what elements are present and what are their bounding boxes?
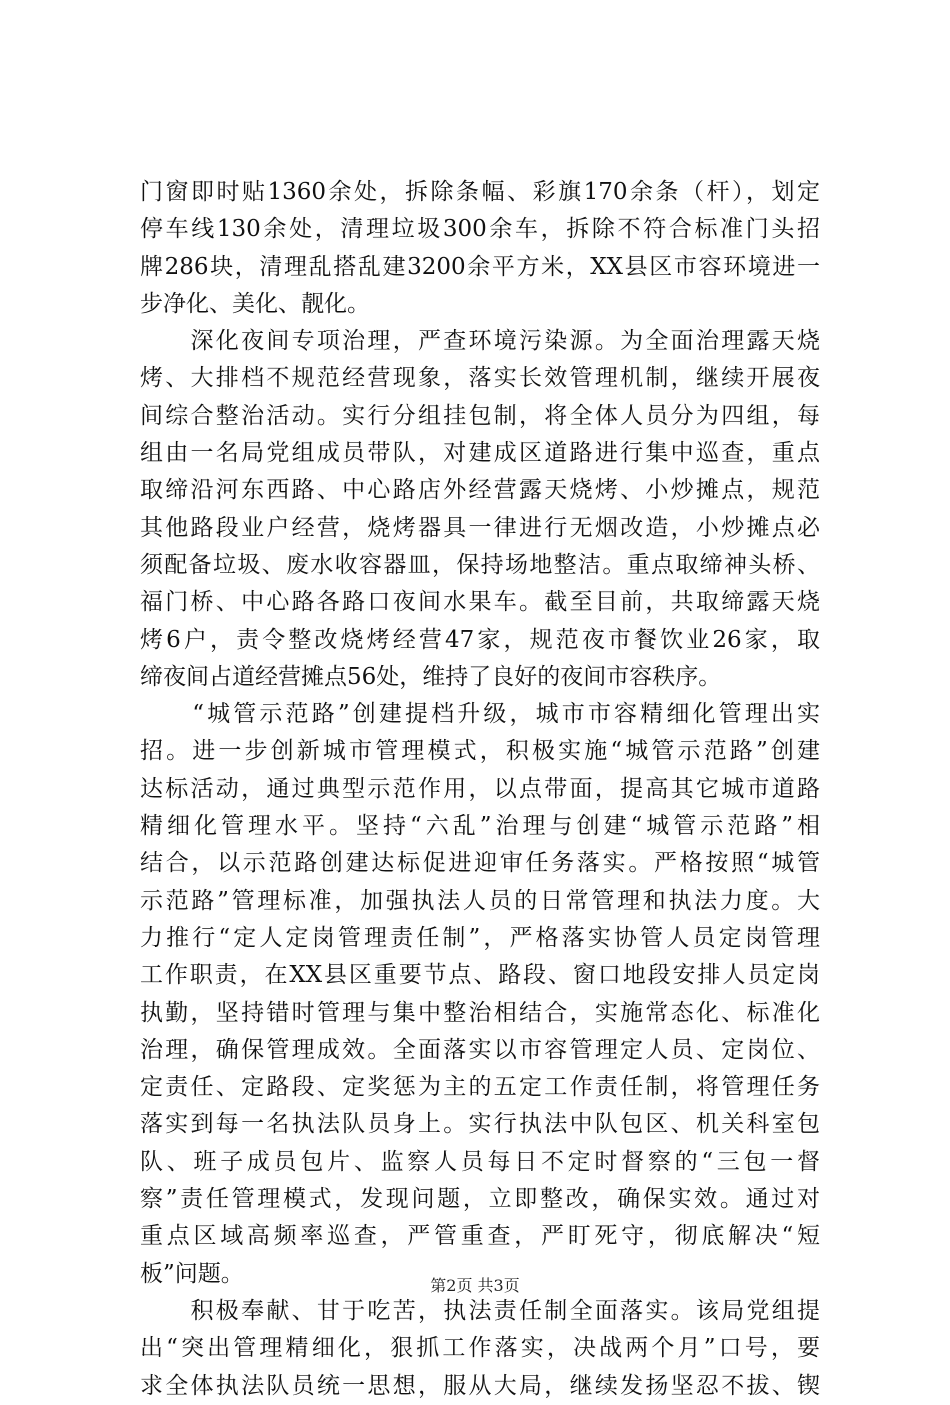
text-line: 取缔沿河东西路、中心路店外经营露天烧烤、小炒摊点，规范 [140,477,820,504]
text-line: 队、班子成员包片、监察人员每日不定时督察的“三包一督 [140,1148,820,1175]
text-line: 积极奉献、甘于吃苦，执法责任制全面落实。该局党组提 [140,1297,820,1324]
text-line: 福门桥、中心路各路口夜间水果车。截至目前，共取缔露天烧 [140,589,820,616]
text-line: 治理，确保管理成效。全面落实以市容管理定人员、定岗位、 [140,1036,820,1063]
text-line: 招。进一步创新城市管理模式，积极实施“城管示范路”创建 [140,738,820,765]
text-line: 重点区域高频率巡查，严管重查，严盯死守，彻底解决“短 [140,1223,820,1250]
text-line: 深化夜间专项治理，严查环境污染源。为全面治理露天烧 [140,328,820,355]
text-line: 烤6户，责令整改烧烤经营47家，规范夜市餐饮业26家，取 [140,626,820,653]
text-line: 出“突出管理精细化，狠抓工作落实，决战两个月”口号，要 [140,1335,820,1362]
text-line: 须配备垃圾、废水收容器皿，保持场地整洁。重点取缔神头桥、 [140,551,820,578]
text-line: 定责任、定路段、定奖惩为主的五定工作责任制，将管理任务 [140,1074,820,1101]
text-line: 门窗即时贴1360余处，拆除条幅、彩旗170余条（杆），划定 [140,179,820,205]
text-line: 示范路”管理标准，加强执法人员的日常管理和执法力度。大 [140,887,820,914]
text-line: 板”问题。 [140,1260,244,1287]
text-line: 烤、大排档不规范经营现象，落实长效管理机制，继续开展夜 [140,365,820,392]
text-line: 工作职责，在XX县区重要节点、路段、窗口地段安排人员定岗 [140,962,820,989]
text-line: 力推行“定人定岗管理责任制”，严格落实协管人员定岗管理 [140,924,820,951]
body-text [140,174,820,1405]
text-line: 求全体执法队员统一思想，服从大局，继续发扬坚忍不拔、锲 [140,1372,820,1399]
text-line: 步净化、美化、靓化。 [140,290,370,317]
text-line: 结合，以示范路创建达标促进迎审任务落实。严格按照“城管 [140,850,820,877]
text-line: 牌286块，清理乱搭乱建3200余平方米，XX县区市容环境进一 [140,253,820,280]
text-line: 达标活动，通过典型示范作用，以点带面，提高其它城市道路 [140,775,820,802]
text-line: 其他路段业户经营，烧烤器具一律进行无烟改造，小炒摊点必 [140,514,820,541]
text-line: 间综合整治活动。实行分组挂包制，将全体人员分为四组，每 [140,402,820,429]
text-line: 落实到每一名执法队员身上。实行执法中队包区、机关科室包 [140,1111,820,1138]
text-line: “城管示范路”创建提档升级，城市市容精细化管理出实 [140,701,820,728]
text-line: 缔夜间占道经营摊点56处，维持了良好的夜间市容秩序。 [140,663,722,690]
text-line: 执勤，坚持错时管理与集中整治相结合，实施常态化、标准化 [140,999,820,1026]
text-line: 停车线130余处，清理垃圾300余车，拆除不符合标准门头招 [140,216,820,243]
text-line: 察”责任管理模式，发现问题，立即整改，确保实效。通过对 [140,1186,820,1213]
text-line: 精细化管理水平。坚持“六乱”治理与创建“城管示范路”相 [140,813,820,840]
page-footer: 第2页 共3页 [430,1276,520,1295]
text-line: 组由一名局党组成员带队，对建成区道路进行集中巡查，重点 [140,440,820,467]
